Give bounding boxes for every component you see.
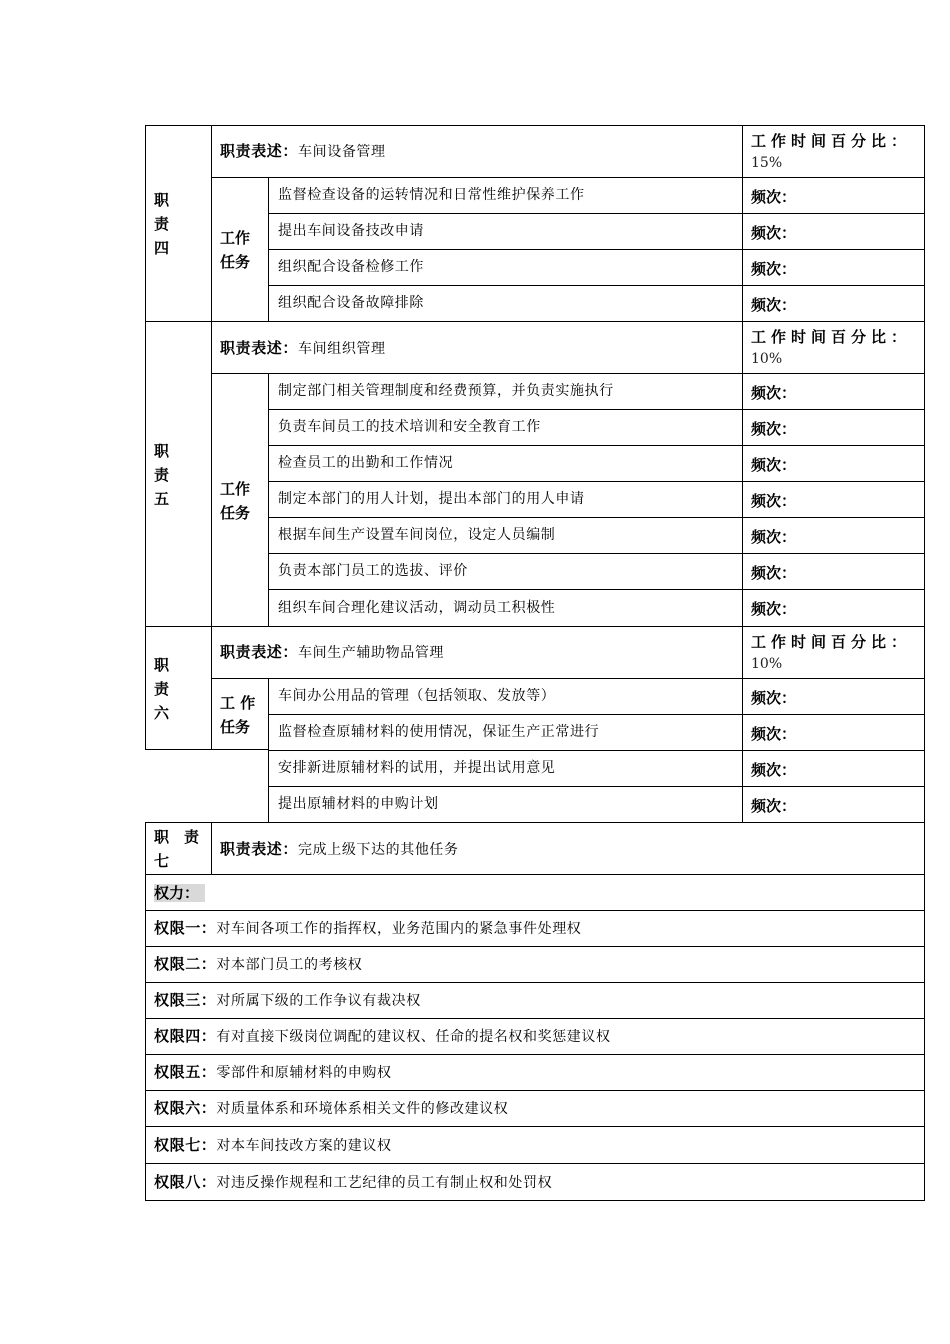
power-item-6: 权限六：对质量体系和环境体系相关文件的修改建议权: [154, 1099, 509, 1117]
frequency-label: 频次：: [751, 260, 797, 278]
duty5-task-7: 组织车间合理化建议活动，调动员工积极性: [278, 600, 556, 616]
duty5-task-2: 负责车间员工的技术培训和安全教育工作: [278, 419, 541, 435]
duty6-task-4: 提出原辅材料的申购计划: [278, 796, 439, 812]
power-heading: 权力：: [154, 881, 205, 905]
duty5-description: 职责表述：车间组织管理: [220, 339, 386, 357]
duty7-title: 职 责 七: [154, 828, 200, 870]
duty6-task-2: 监督检查原辅材料的使用情况，保证生产正常进行: [278, 724, 600, 740]
duty5-task-5: 根据车间生产设置车间岗位，设定人员编制: [278, 527, 556, 543]
duty6-percent-value: 10%: [751, 656, 783, 672]
duty4-task-1: 监督检查设备的运转情况和日常性维护保养工作: [278, 187, 585, 203]
frequency-label: 频次：: [751, 420, 797, 438]
frequency-label: 频次：: [751, 224, 797, 242]
duty7-description: 职责表述：完成上级下达的其他任务: [220, 840, 459, 858]
frequency-label: 频次：: [751, 528, 797, 546]
duty6-task-1: 车间办公用品的管理（包括领取、发放等）: [278, 688, 556, 704]
duty5-task-6: 负责本部门员工的选拔、评价: [278, 563, 468, 579]
frequency-label: 频次：: [751, 600, 797, 618]
duty6-description: 职责表述：车间生产辅助物品管理: [220, 643, 445, 661]
power-item-4: 权限四：有对直接下级岗位调配的建议权、任命的提名权和奖惩建议权: [154, 1027, 611, 1045]
duty5-title: 职 责 五: [154, 442, 170, 508]
frequency-label: 频次：: [751, 797, 797, 815]
duty4-task-4: 组织配合设备故障排除: [278, 295, 424, 311]
frequency-label: 频次：: [751, 689, 797, 707]
duty5-percent-value: 10%: [751, 351, 783, 367]
duty4-task-3: 组织配合设备检修工作: [278, 259, 424, 275]
power-item-5: 权限五：零部件和原辅材料的申购权: [154, 1063, 392, 1081]
frequency-label: 频次：: [751, 456, 797, 474]
frequency-label: 频次：: [751, 188, 797, 206]
duty4-tasks-label: 工作 任务: [220, 229, 251, 271]
frequency-label: 频次：: [751, 492, 797, 510]
duty5-percent-label: 工作时间百分比：: [751, 328, 912, 346]
power-item-8: 权限八：对违反操作规程和工艺纪律的员工有制止权和处罚权: [154, 1173, 553, 1191]
power-item-2: 权限二：对本部门员工的考核权: [154, 955, 363, 973]
power-item-1: 权限一：对车间各项工作的指挥权，业务范围内的紧急事件处理权: [154, 919, 582, 937]
power-item-7: 权限七：对本车间技改方案的建议权: [154, 1136, 392, 1154]
duty5-task-1: 制定部门相关管理制度和经费预算，并负责实施执行: [278, 383, 614, 399]
duty4-description: 职责表述：车间设备管理: [220, 142, 386, 160]
duty5-task-3: 检查员工的出勤和工作情况: [278, 455, 454, 471]
duty4-task-2: 提出车间设备技改申请: [278, 223, 424, 239]
duty6-title: 职 责 六: [154, 656, 170, 722]
duty4-title: 职 责 四: [154, 191, 170, 257]
frequency-label: 频次：: [751, 725, 797, 743]
frequency-label: 频次：: [751, 564, 797, 582]
duty4-percent-value: 15%: [751, 155, 783, 171]
power-item-3: 权限三：对所属下级的工作争议有裁决权: [154, 991, 421, 1009]
power-heading-cell: [145, 874, 925, 911]
duty6-task-3: 安排新进原辅材料的试用，并提出试用意见: [278, 760, 556, 776]
duty5-tasks-label: 工作 任务: [220, 480, 251, 522]
frequency-label: 频次：: [751, 384, 797, 402]
duty6-percent-label: 工作时间百分比：: [751, 633, 912, 651]
frequency-label: 频次：: [751, 296, 797, 314]
duty5-task-4: 制定本部门的用人计划，提出本部门的用人申请: [278, 491, 585, 507]
duty6-tasks-label: 工 作 任务: [220, 694, 256, 736]
frequency-label: 频次：: [751, 761, 797, 779]
duty4-percent-label: 工作时间百分比：: [751, 132, 912, 150]
